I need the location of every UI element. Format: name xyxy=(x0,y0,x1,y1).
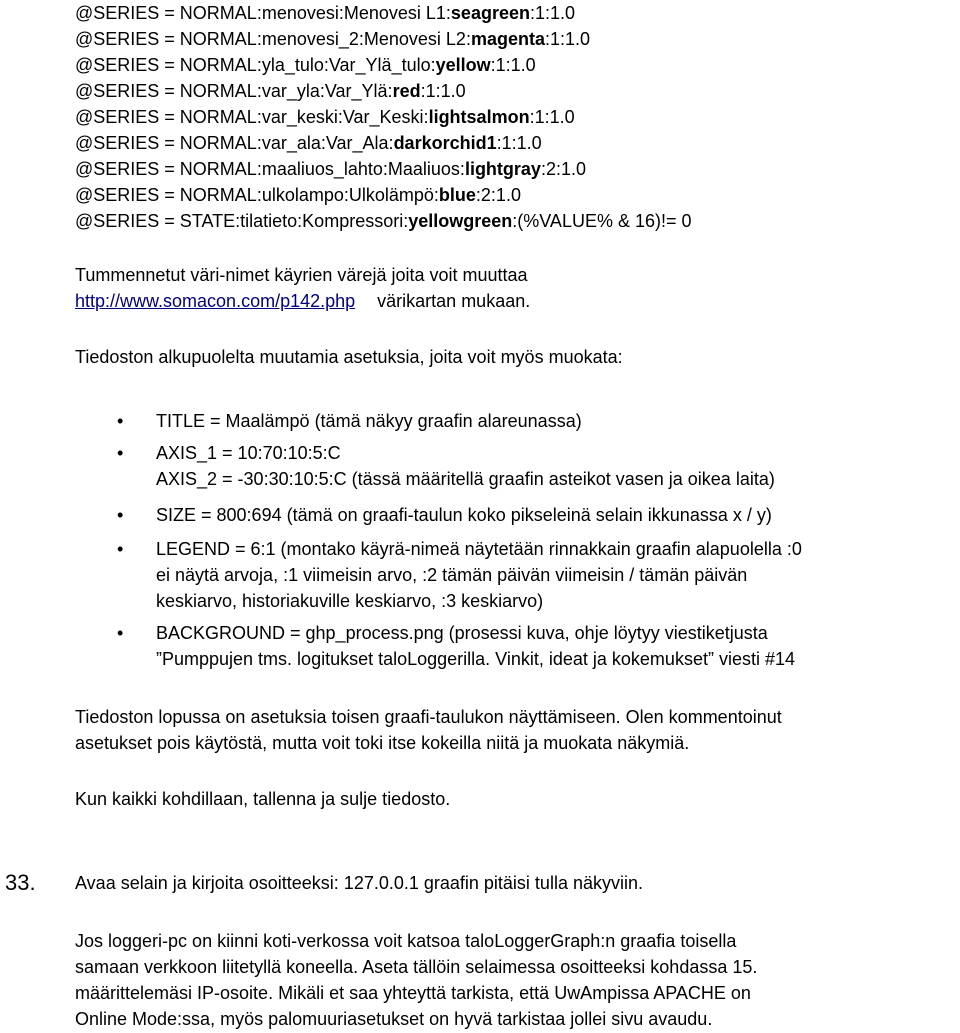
series-text: @SERIES = NORMAL:var_ala:Var_Ala: xyxy=(75,133,394,153)
series-text: :(%VALUE% & 16)!= 0 xyxy=(512,211,692,231)
series-color: seagreen xyxy=(450,3,530,23)
series-line xyxy=(75,182,521,208)
series-color: blue xyxy=(438,185,476,205)
series-text: :2:1.0 xyxy=(540,159,586,179)
series-color: darkorchid1 xyxy=(393,133,497,153)
series-text: :1:1.0 xyxy=(496,133,542,153)
series-text: @SERIES = NORMAL:ulkolampo:Ulkolämpö: xyxy=(75,185,439,205)
bullet-axis2: AXIS_2 = -30:30:10:5:C (tässä määritellä graafin asteikot vasen ja oikea laita) xyxy=(156,469,775,489)
bullet-legend-cont: ei näytä arvoja, :1 viimeisin arvo, :2 tämän päivän viimeisin / tämän päivän xyxy=(156,565,748,585)
series-line xyxy=(75,208,692,234)
bullet-background: BACKGROUND = ghp_process.png (prosessi kuva, ohje löytyy viestiketjusta xyxy=(156,623,768,643)
series-text: @SERIES = NORMAL:menovesi:Menovesi L1: xyxy=(75,3,451,23)
final-paragraph-line: määrittelemäsi IP-osoite. Mikäli et saa yhteyttä tarkista, että UwAmpissa APACHE on xyxy=(75,983,751,1003)
series-text: :1:1.0 xyxy=(490,55,536,75)
series-color: yellowgreen xyxy=(408,211,513,231)
step-number: 33. xyxy=(5,870,36,895)
bullet-legend-cont: keskiarvo, historiakuville keskiarvo, :3 keskiarvo) xyxy=(156,591,544,611)
bullet-background-cont: ”Pumppujen tms. logitukset taloLoggerilla. Vinkit, ideat ja kokemukset” viesti #14 xyxy=(156,649,795,669)
bullet-icon: • xyxy=(117,505,124,525)
series-text: @SERIES = NORMAL:var_yla:Var_Ylä: xyxy=(75,81,393,101)
series-text: :1:1.0 xyxy=(544,29,591,49)
series-color: red xyxy=(392,81,421,101)
series-color: magenta xyxy=(470,29,545,49)
color-note: Tummennetut väri-nimet käyrien värejä joita voit muuttaa xyxy=(75,265,528,285)
series-text: @SERIES = NORMAL:menovesi_2:Menovesi L2: xyxy=(75,29,471,49)
end-paragraph-line: asetukset pois käytöstä, mutta voit toki itse kokeilla niitä ja muokata näkymiä. xyxy=(75,733,690,753)
save-instruction: Kun kaikki kohdillaan, tallenna ja sulje tiedosto. xyxy=(75,789,451,809)
bullet-legend: LEGEND = 6:1 (montako käyrä-nimeä näytetään rinnakkain graafin alapuolella :0 xyxy=(156,539,802,559)
series-color: lightsalmon xyxy=(428,107,530,127)
series-text: :1:1.0 xyxy=(529,107,575,127)
bullet-size: SIZE = 800:694 (tämä on graafi-taulun koko pikseleinä selain ikkunassa x / y) xyxy=(156,505,772,525)
step-text: Avaa selain ja kirjoita osoitteeksi: 127.0.0.1 graafin pitäisi tulla näkyviin. xyxy=(75,873,643,893)
series-text: @SERIES = NORMAL:yla_tulo:Var_Ylä_tulo: xyxy=(75,55,436,75)
bullet-icon: • xyxy=(117,443,124,463)
bullet-icon: • xyxy=(117,623,124,643)
intro-text: Tiedoston alkupuolelta muutamia asetuksia, joita voit myös muokata: xyxy=(75,347,623,367)
bullet-axis1: AXIS_1 = 10:70:10:5:C xyxy=(156,443,341,463)
series-line xyxy=(75,78,466,104)
series-color: yellow xyxy=(435,55,491,75)
series-text: :1:1.0 xyxy=(529,3,576,23)
series-line xyxy=(75,104,575,130)
series-text: @SERIES = STATE:tilatieto:Kompressori: xyxy=(75,211,409,231)
series-text: @SERIES = NORMAL:var_keski:Var_Keski: xyxy=(75,107,429,127)
color-note-line2 xyxy=(75,288,530,314)
final-paragraph-line: Jos loggeri-pc on kiinni koti-verkossa voit katsoa taloLoggerGraph:n graafia toisella xyxy=(75,931,737,951)
bullet-icon: • xyxy=(117,539,124,559)
end-paragraph-line: Tiedoston lopussa on asetuksia toisen graafi-taulukon näyttämiseen. Olen kommentoinut xyxy=(75,707,782,727)
final-paragraph-line: Online Mode:ssa, myös palomuuriasetukset on hyvä tarkistaa jollei sivu avaudu. xyxy=(75,1009,713,1029)
final-paragraph-line: samaan verkkoon liitetyllä koneella. Aseta tällöin selaimessa osoitteeksi kohdassa 15. xyxy=(75,957,758,977)
bullet-title: TITLE = Maalämpö (tämä näkyy graafin alareunassa) xyxy=(156,411,582,431)
series-text: @SERIES = NORMAL:maaliuos_lahto:Maaliuos: xyxy=(75,159,465,179)
series-text: :1:1.0 xyxy=(420,81,466,101)
color-note-tail: värikartan mukaan. xyxy=(377,291,531,311)
series-line xyxy=(75,0,575,26)
series-text: :2:1.0 xyxy=(475,185,521,205)
series-line xyxy=(75,130,542,156)
series-color: lightgray xyxy=(464,159,541,179)
series-line xyxy=(75,156,586,182)
somacon-link[interactable]: http://www.somacon.com/p142.php xyxy=(75,291,356,311)
series-line xyxy=(75,52,536,78)
bullet-icon: • xyxy=(117,411,124,431)
series-line xyxy=(75,26,590,52)
